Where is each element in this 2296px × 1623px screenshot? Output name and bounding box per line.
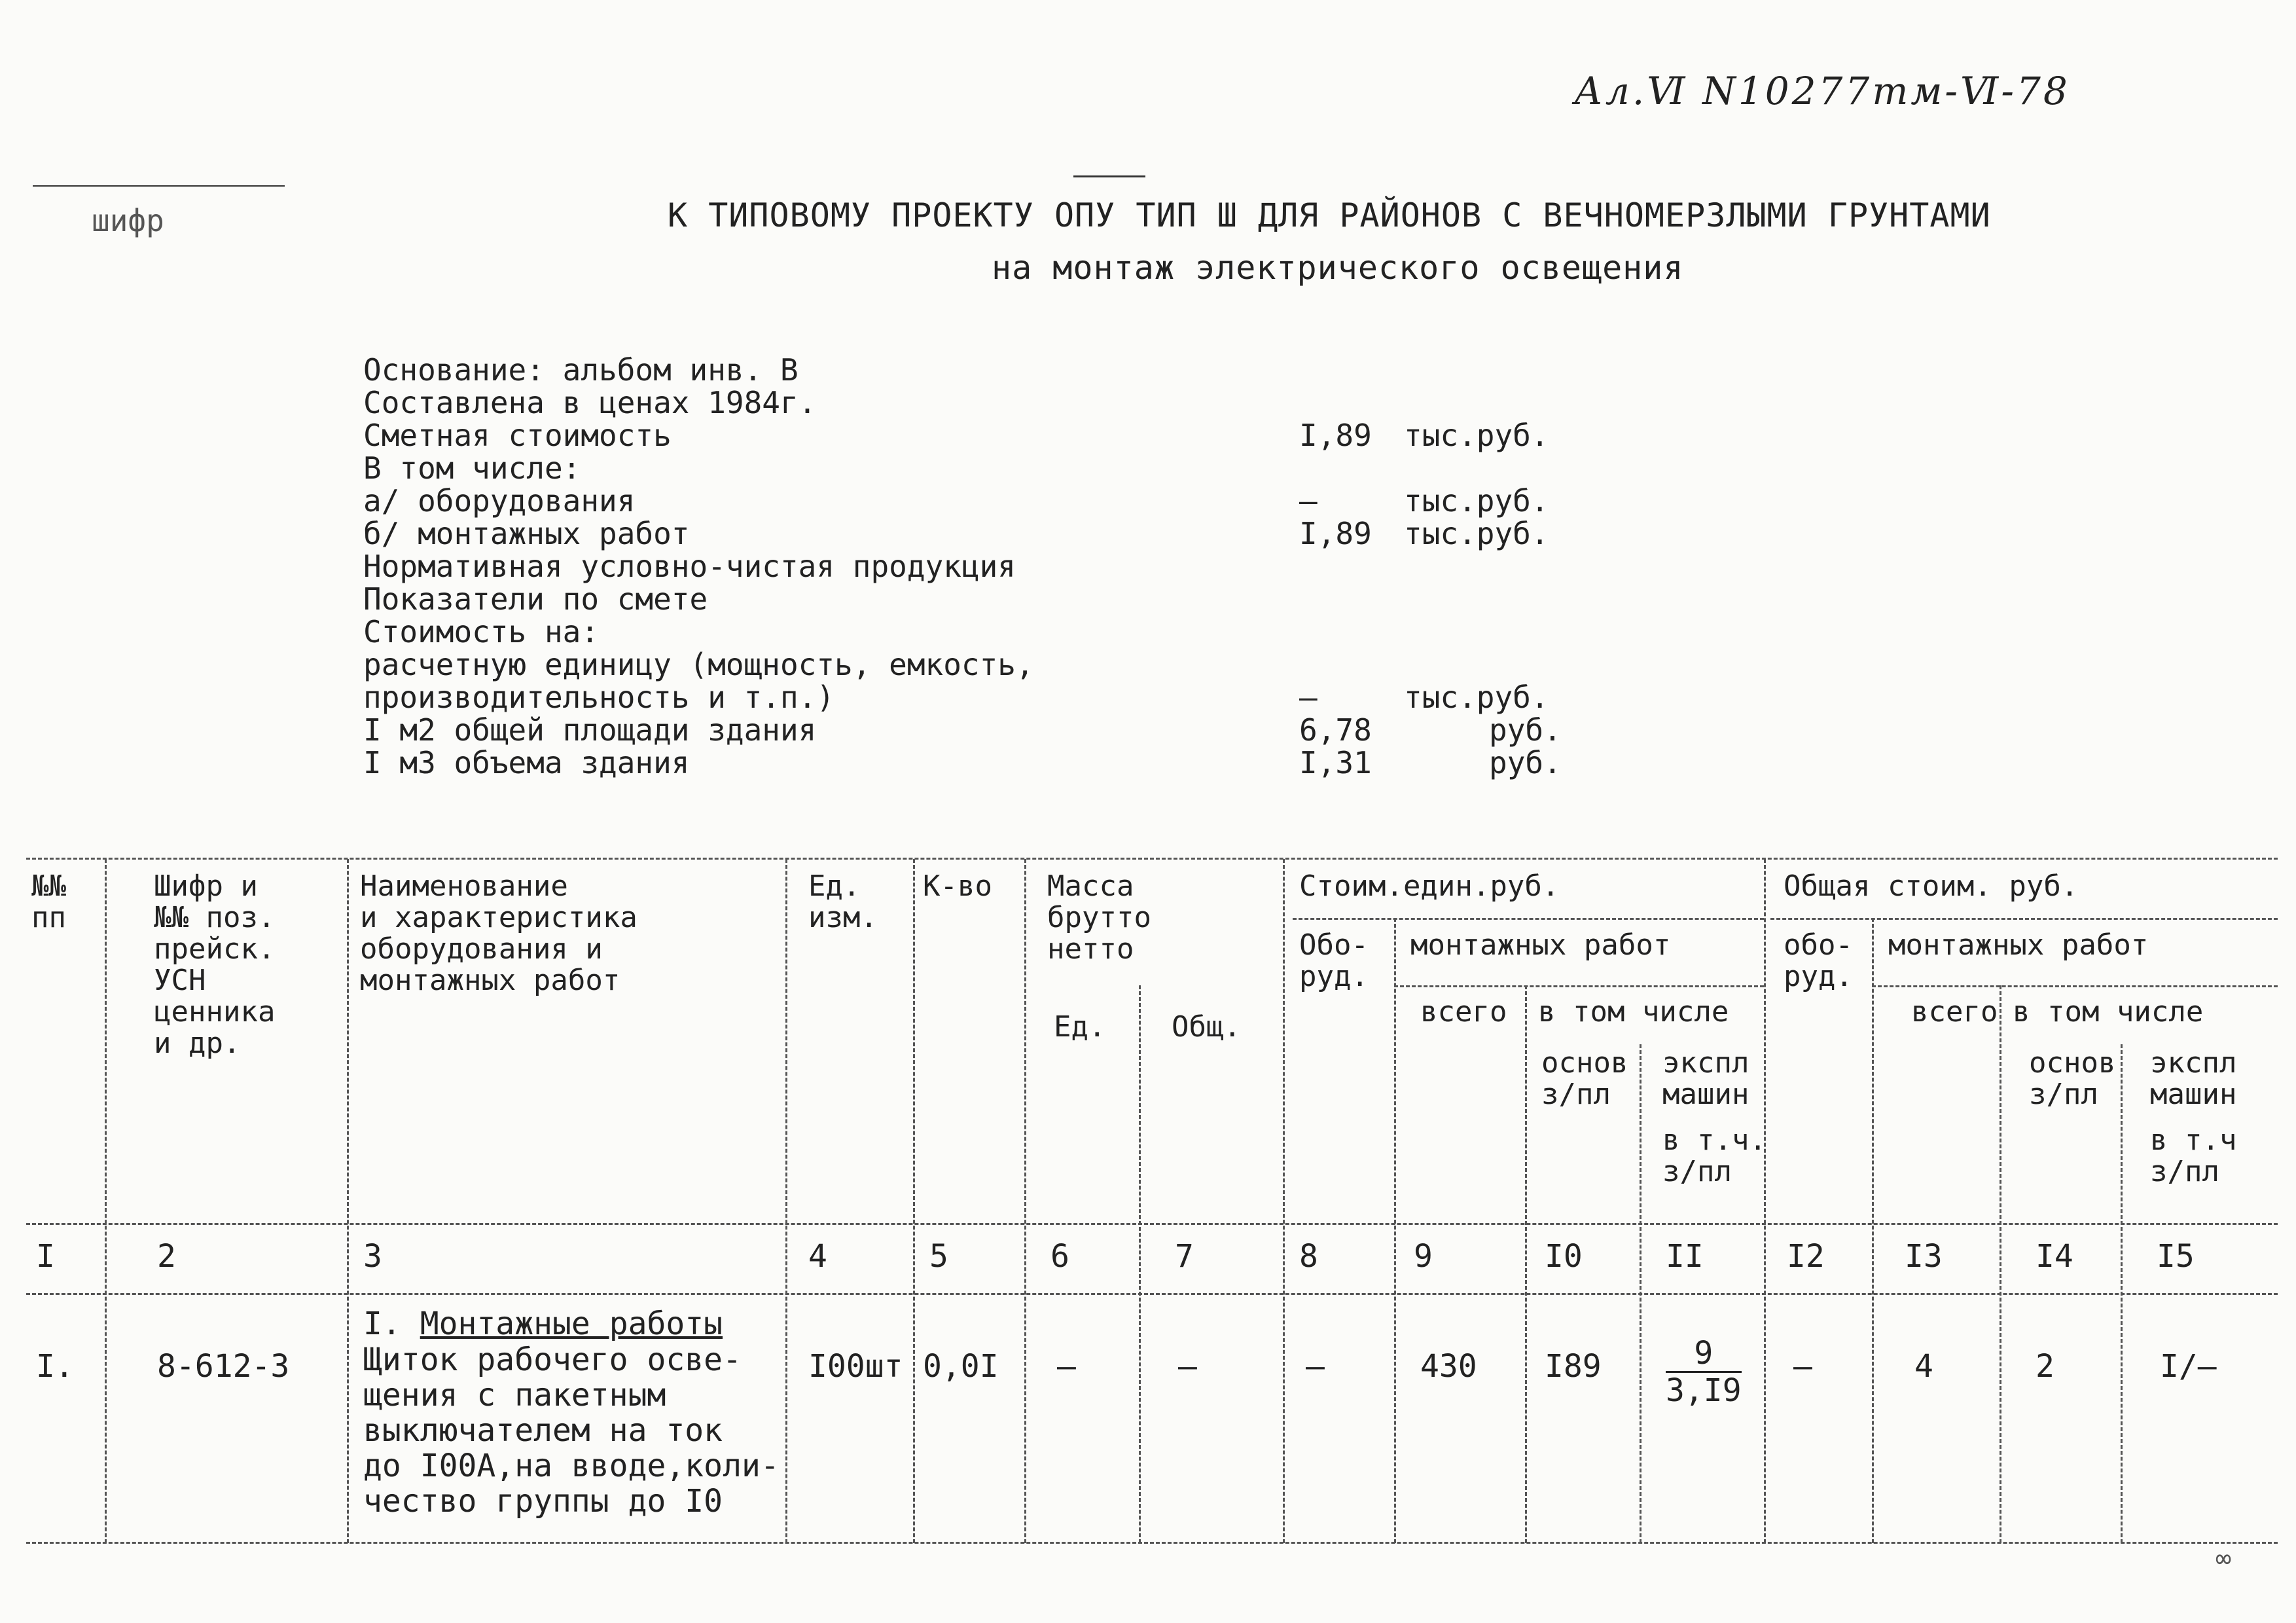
row-code: 8-612-3 xyxy=(157,1348,290,1385)
col-number-bottom-rule xyxy=(26,1293,2278,1295)
row-description: Щиток рабочего осве- щения с пакетным выключателем на ток до I00А,на вводе,коли- чество группы до I0 xyxy=(363,1341,780,1520)
row-total-machines: I/– xyxy=(2160,1348,2217,1385)
info-label: расчетную единицу (мощность, емкость, xyxy=(363,647,1034,682)
col-divider xyxy=(1024,859,1028,1543)
col-divider xyxy=(2000,985,2003,1543)
header-quantity: К-во xyxy=(923,869,992,903)
col-divider xyxy=(785,859,789,1543)
column-number: 5 xyxy=(929,1238,948,1275)
header-unit-including: в том числе xyxy=(1538,995,1729,1029)
header-unit-total: всего xyxy=(1420,995,1507,1029)
col-divider xyxy=(105,859,108,1543)
info-value: I,89 xyxy=(1299,516,1372,551)
document-subtitle: на монтаж электрического освещения xyxy=(992,249,1684,287)
info-value: – xyxy=(1299,680,1318,715)
row-total-base-wage: 2 xyxy=(2036,1348,2054,1385)
header-mass: Масса брутто нетто xyxy=(1047,869,1151,966)
column-number: I2 xyxy=(1787,1238,1825,1275)
info-label: Сметная стоимость xyxy=(363,418,672,453)
col-divider xyxy=(913,859,916,1543)
info-unit: тыс.руб. xyxy=(1404,680,1549,715)
column-number: I0 xyxy=(1545,1238,1583,1275)
info-label: Основание: альбом инв. В xyxy=(363,352,798,388)
row-equipment: – xyxy=(1306,1348,1325,1385)
header-code: Шифр и №№ поз. прейск. УСН ценника и др. xyxy=(154,869,276,1060)
row-mass-total: – xyxy=(1178,1348,1197,1385)
archive-stamp: Ал.Ⅵ N10277тм-Ⅵ-78 xyxy=(1574,69,2070,113)
title-mark xyxy=(1073,175,1145,177)
info-unit: тыс.руб. xyxy=(1404,418,1549,453)
column-number: I3 xyxy=(1905,1238,1943,1275)
header-unit: Ед. изм. xyxy=(808,869,878,934)
col-divider xyxy=(1764,859,1767,1543)
column-number: 6 xyxy=(1050,1238,1069,1275)
row-unit-machines: 9 xyxy=(1666,1336,1742,1373)
column-number: 9 xyxy=(1414,1238,1433,1275)
col-divider xyxy=(1139,985,1142,1543)
unit-cost-subrule xyxy=(1293,918,1764,920)
column-number: I xyxy=(36,1238,55,1275)
col-divider xyxy=(1525,985,1528,1543)
row-total-equipment: – xyxy=(1793,1348,1812,1385)
col-divider xyxy=(1640,1044,1643,1543)
info-label: б/ монтажных работ xyxy=(363,516,690,551)
row-machine-cost-fraction xyxy=(1666,1336,1742,1408)
header-total-total: всего xyxy=(1911,995,1998,1029)
col-number-top-rule xyxy=(26,1223,2278,1225)
row-unit-total: 430 xyxy=(1420,1348,1477,1385)
info-label: производительность и т.п.) xyxy=(363,680,835,715)
column-number: 3 xyxy=(363,1238,382,1275)
row-unit-base-wage: I89 xyxy=(1545,1348,1602,1385)
unit-mont-subrule xyxy=(1394,985,1764,987)
header-mass-total: Общ. xyxy=(1172,1010,1241,1044)
column-number: 4 xyxy=(808,1238,827,1275)
info-label: а/ оборудования xyxy=(363,483,636,519)
total-mont-subrule xyxy=(1872,985,2278,987)
info-label: Показатели по смете xyxy=(363,581,708,617)
col-divider xyxy=(1283,859,1286,1543)
table-bottom-rule xyxy=(26,1542,2278,1544)
info-label: I м3 объема здания xyxy=(363,745,690,780)
col-divider xyxy=(1872,918,1875,1543)
column-number: I4 xyxy=(2036,1238,2073,1275)
header-name: Наименование и характеристика оборудования и монтажных работ xyxy=(360,869,637,997)
info-value: – xyxy=(1299,483,1318,519)
left-rule xyxy=(33,185,285,187)
header-total-machine-wage: в т.ч з/пл xyxy=(2150,1123,2237,1188)
table-top-rule xyxy=(26,858,2278,860)
header-total-including: в том числе xyxy=(2013,995,2204,1029)
row-mass-unit: – xyxy=(1057,1348,1076,1385)
header-unit-machines: экспл машин xyxy=(1662,1046,1749,1111)
header-unit-equipment: Обо- руд. xyxy=(1299,928,1369,993)
info-value: I,89 xyxy=(1299,418,1372,453)
info-value: I,31 xyxy=(1299,745,1372,780)
info-unit: тыс.руб. xyxy=(1404,483,1549,519)
info-label: В том числе: xyxy=(363,450,581,486)
col-divider xyxy=(2121,1044,2124,1543)
column-number: 8 xyxy=(1299,1238,1318,1275)
row-quantity: 0,0I xyxy=(923,1348,999,1385)
row-section-title: Монтажные работы xyxy=(420,1305,723,1342)
column-number: 2 xyxy=(157,1238,176,1275)
header-unit-cost: Стоим.един.руб. xyxy=(1299,869,1560,903)
row-section-heading xyxy=(363,1306,723,1341)
row-number: I. xyxy=(36,1348,74,1385)
total-cost-subrule xyxy=(1770,918,2278,920)
column-number: 7 xyxy=(1175,1238,1194,1275)
col-divider xyxy=(1394,918,1397,1543)
cipher-label: шифр xyxy=(92,203,164,238)
col-divider xyxy=(347,859,350,1543)
page-corner-mark: ∞ xyxy=(2215,1544,2232,1574)
column-number: II xyxy=(1666,1238,1704,1275)
header-total-base-wage: основ з/пл xyxy=(2029,1046,2116,1111)
info-unit: тыс.руб. xyxy=(1404,516,1549,551)
row-total-total: 4 xyxy=(1914,1348,1933,1385)
header-row-number: №№ пп xyxy=(31,869,66,934)
header-unit-mounting: монтажных работ xyxy=(1410,928,1671,962)
info-label: I м2 общей площади здания xyxy=(363,712,817,748)
info-unit: руб. xyxy=(1489,745,1562,780)
info-label: Стоимость на: xyxy=(363,614,600,649)
header-unit-machine-wage: в т.ч. з/пл xyxy=(1662,1123,1767,1188)
document-title: К ТИПОВОМУ ПРОЕКТУ ОПУ ТИП Ш ДЛЯ РАЙОНОВ С ВЕЧНОМЕРЗЛЫМИ ГРУНТАМИ xyxy=(668,196,1991,234)
header-total-cost: Общая стоим. руб. xyxy=(1784,869,2079,903)
header-mass-unit: Ед. xyxy=(1054,1010,1106,1044)
row-unit-machine-wage: 3,I9 xyxy=(1666,1372,1742,1409)
header-total-equipment: обо- руд. xyxy=(1784,928,1853,993)
header-total-mounting: монтажных работ xyxy=(1888,928,2149,962)
header-total-machines: экспл машин xyxy=(2150,1046,2237,1111)
row-unit: I00шт xyxy=(808,1348,903,1385)
info-label: Составлена в ценах 1984г. xyxy=(363,385,817,420)
column-number: I5 xyxy=(2157,1238,2195,1275)
info-unit: руб. xyxy=(1489,712,1562,748)
info-label: Нормативная условно-чистая продукция xyxy=(363,549,1016,584)
header-unit-base-wage: основ з/пл xyxy=(1541,1046,1628,1111)
info-value: 6,78 xyxy=(1299,712,1372,748)
row-section-number: I. xyxy=(363,1305,420,1342)
